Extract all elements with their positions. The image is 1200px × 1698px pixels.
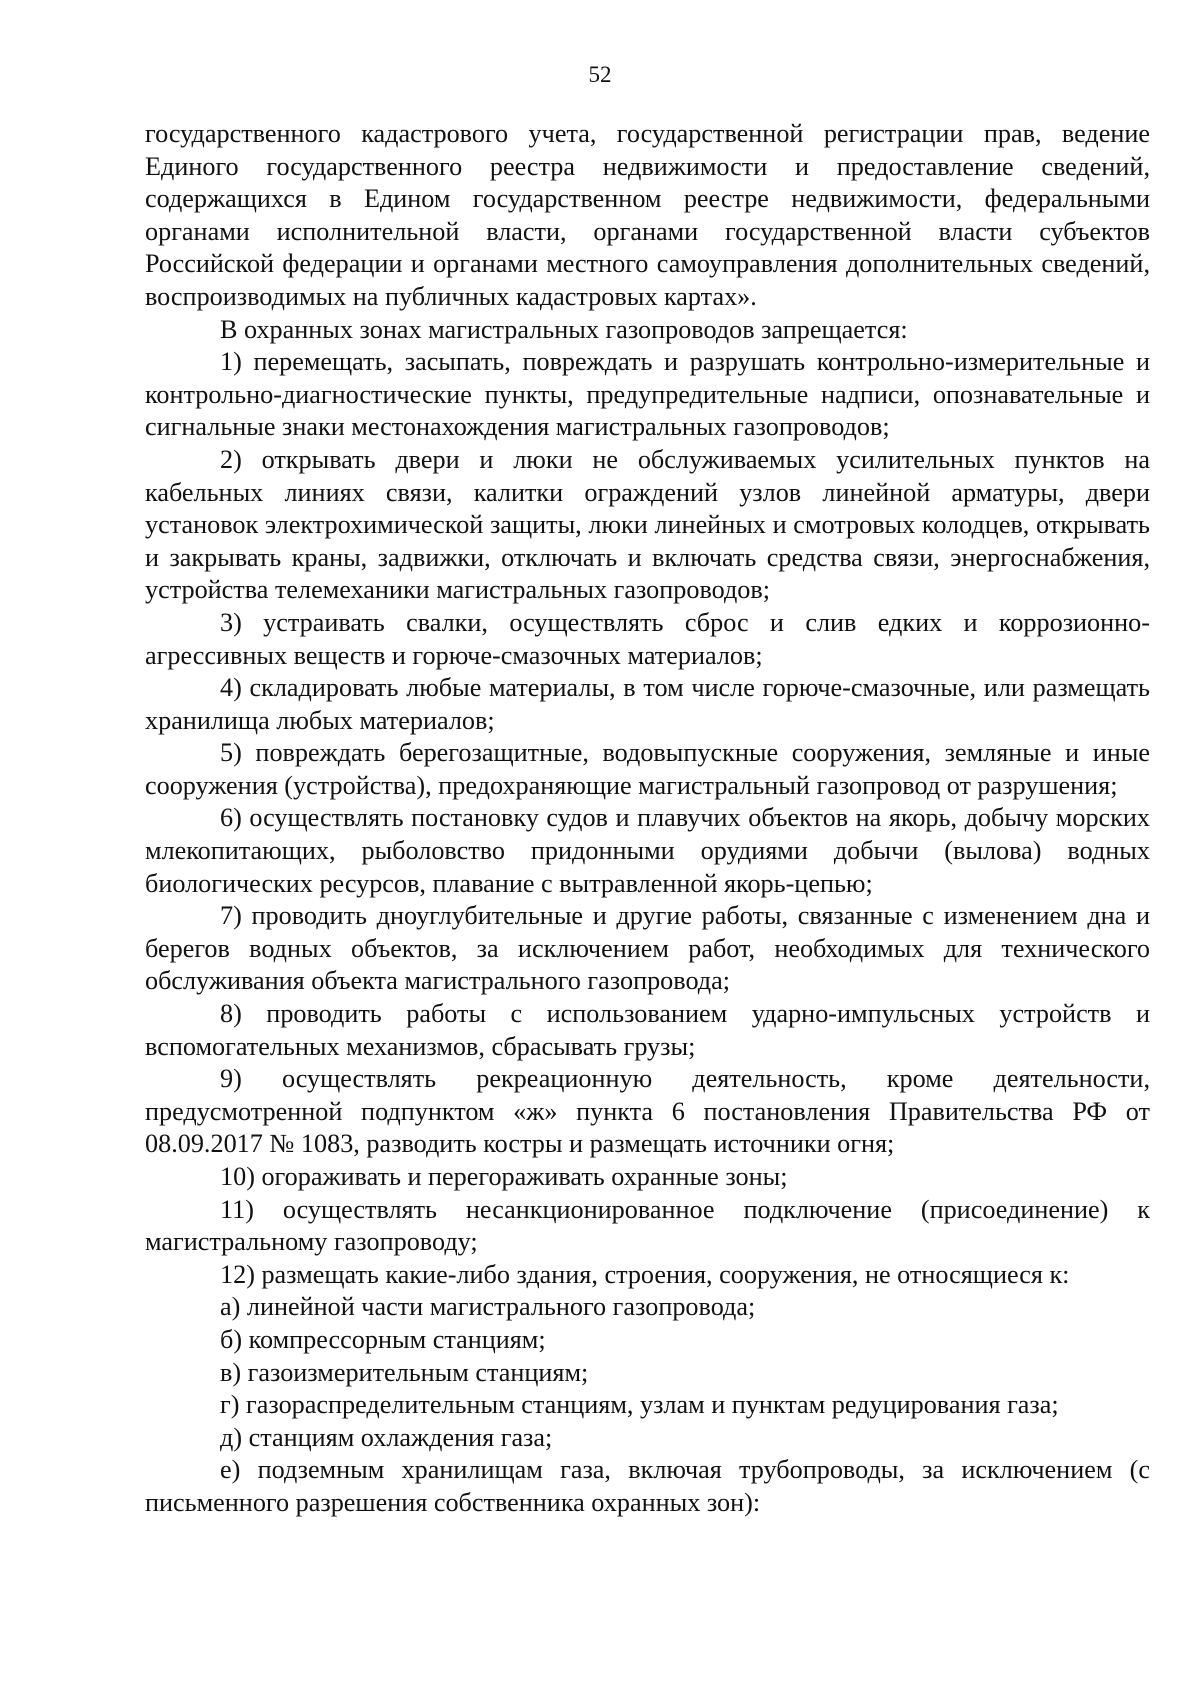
sub-item-g: г) газораспределительным станциям, узлам и пунктам редуцирования газа; (220, 1390, 1059, 1420)
list-item-6: 6) осуществлять постановку судов и плавучих объектов на якорь, добычу морских млекопитающих, рыболовство придонными орудиями добычи (вылова) водных биологических ресурсов, плавание с вытравленной якорь-цепью; (145, 803, 1150, 898)
paragraph-prohibitions-intro: В охранных зонах магистральных газопроводов запрещается: (220, 314, 908, 344)
sub-item-a: а) линейной части магистрального газопровода; (220, 1292, 756, 1322)
list-item-11: 11) осуществлять несанкционированное подключение (присоединение) к магистральному газопроводу; (145, 1194, 1150, 1257)
document-body (145, 118, 1150, 1520)
list-item-2: 2) открывать двери и люки не обслуживаемых усилительных пунктов на кабельных линиях связи, калитки ограждений узлов линейной арматуры, двери установок электрохимической защиты, люки линейных и смотровых колодцев, открывать и закрывать краны, задвижки, отключать и включать средства связи, энергоснабжения, устройства телемеханики магистральных газопроводов; (145, 444, 1150, 605)
page-number: 52 (588, 62, 612, 87)
paragraph-continuation: государственного кадастрового учета, государственной регистрации прав, ведение Единого государственного реестра недвижимости и предоставление сведений, содержащихся в Едином государственном реестре недвижимости, федеральными органами исполнительной власти, органами государственной власти субъектов Российской федерации и органами местного самоуправления дополнительных сведений, воспроизводимых на публичных кадастровых картах». (145, 119, 1150, 311)
list-item-9: 9) осуществлять рекреационную деятельность, кроме деятельности, предусмотренной подпунктом «ж» пункта 6 постановления Правительства РФ от 08.09.2017 № 1083, разводить костры и размещать источники огня; (145, 1064, 1150, 1159)
list-item-10: 10) огораживать и перегораживать охранные зоны; (220, 1162, 788, 1191)
sub-item-e: е) подземным хранилищам газа, включая трубопроводы, за исключением (с письменного разрешения собственника охранных зон): (145, 1455, 1150, 1517)
list-item-7: 7) проводить дноуглубительные и другие работы, связанные с изменением дна и берегов водных объектов, за исключением работ, необходимых для технического обслуживания объекта магистрального газопровода; (145, 901, 1150, 996)
list-item-5: 5) повреждать берегозащитные, водовыпускные сооружения, земляные и иные сооружения (устройства), предохраняющие магистральный газопровод от разрушения; (145, 738, 1150, 800)
list-item-3: 3) устраивать свалки, осуществлять сброс и слив едких и коррозионно-агрессивных веществ и горюче-смазочных материалов; (145, 607, 1150, 670)
list-item-1: 1) перемещать, засыпать, повреждать и разрушать контрольно-измерительные и контрольно-диагностические пункты, предупредительные надписи, опознавательные и сигнальные знаки местонахождения магистральных газопроводов; (145, 347, 1150, 442)
sub-item-b: б) компрессорным станциям; (220, 1324, 546, 1354)
list-item-8: 8) проводить работы с использованием ударно-импульсных устройств и вспомогательных механизмов, сбрасывать грузы; (145, 999, 1150, 1061)
list-item-4: 4) складировать любые материалы, в том числе горюче-смазочные, или размещать хранилища любых материалов; (145, 673, 1150, 735)
list-item-12: 12) размещать какие-либо здания, строения, сооружения, не относящиеся к: (220, 1259, 1070, 1289)
sub-item-d: д) станциям охлаждения газа; (220, 1422, 553, 1452)
sub-item-v: в) газоизмерительным станциям; (220, 1357, 589, 1387)
